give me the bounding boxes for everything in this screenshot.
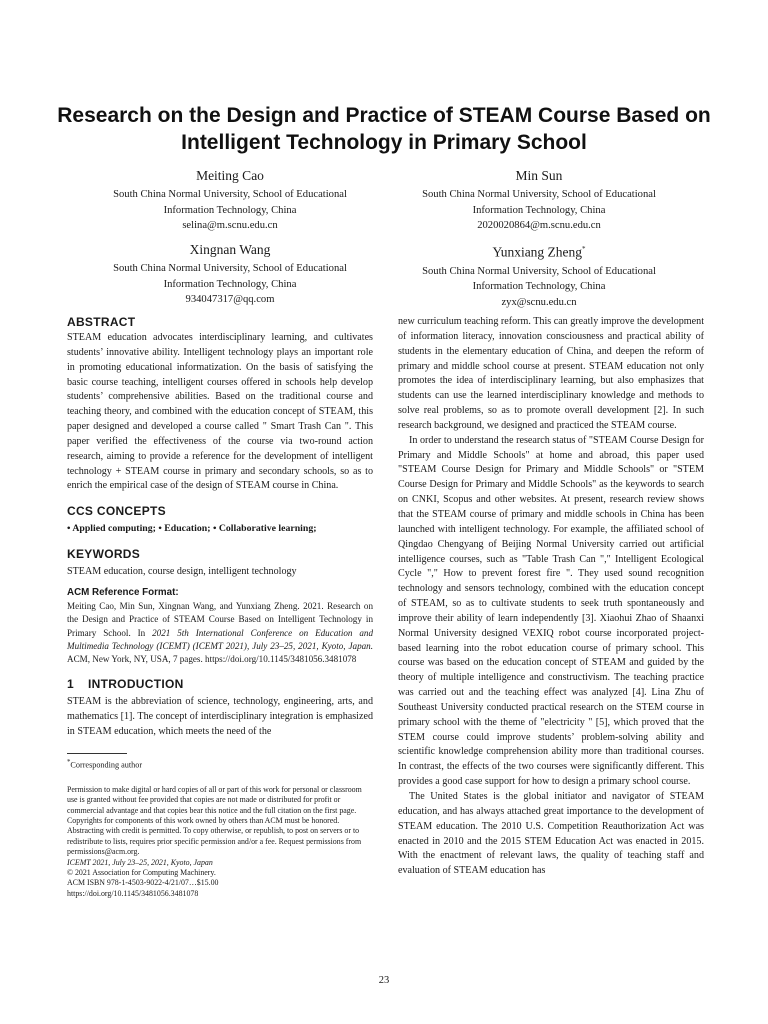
author-block-3 [70, 240, 390, 308]
author-name: Min Sun [515, 168, 563, 183]
title-line-1: Research on the Design and Practice of STEAM Course Based on [57, 104, 711, 127]
author-name: Yunxiang Zheng [492, 244, 583, 260]
author-email: zyx@scnu.edu.cn [501, 296, 577, 308]
keywords-text: STEAM education, course design, intelligent technology [67, 566, 297, 578]
footnote-mark: * [67, 758, 71, 766]
author-name: Meiting Cao [196, 168, 264, 183]
footnote-rule [67, 753, 127, 754]
author-affiliation: Information Technology, China [163, 204, 297, 216]
acm-reference-heading: ACM Reference Format: [67, 586, 179, 598]
paper-title [40, 102, 728, 156]
author-affiliation: South China Normal University, School of Educational [113, 263, 347, 274]
author-affiliation: South China Normal University, School of Educational [113, 189, 347, 200]
body-paragraph: The United States is the global initiator and navigator of STEAM education, and has always attached great importance to the development of STEAM education. The 2010 U.S. Competition Reauthorization Act was enacted in 2010 and the 2015 STEM Education Act was enacted in 2015. With the enactment of relevant laws, the quality of teaching staff and evaluation of STEAM education has [398, 791, 704, 877]
author-email: 934047317@qq.com [185, 294, 275, 305]
body-paragraph: new curriculum teaching reform. This can greatly improve the development of information literacy, innovation consciousness and practical ability of students in the elementary education of China, and deepen the reform of primary and middle school course at present. STEAM education not only promotes the idea of interdisciplinary learning, but also emphasizes that students can use the learned interdisciplinary knowledge and methods to solve real problems, so as to promote overall development [2]. In such research background, we designed and practiced the STEAM course. [398, 316, 704, 431]
acm-reference-venue: 2021 5th International Conference on Education and Multimedia Technology (ICEMT) (ICEMT 2021), July 23–25, 2021, Kyoto, Japan. [67, 627, 373, 651]
acm-reference-text [67, 600, 373, 666]
author-block-2 [379, 166, 699, 234]
author-affiliation: South China Normal University, School of Educational [422, 189, 656, 200]
permission-copyright: © 2021 Association for Computing Machinery. [67, 867, 216, 877]
footnote-text: Corresponding author [70, 760, 143, 770]
abstract-heading: ABSTRACT [67, 315, 136, 329]
right-column [398, 315, 704, 879]
author-email: 2020020864@m.scnu.edu.cn [477, 220, 601, 231]
introduction-heading [67, 676, 373, 693]
author-affiliation: Information Technology, China [472, 204, 606, 216]
acm-reference-part: Meiting Cao, Min Sun, Xingnan Wang, and Yunxiang Zheng. 2021. Research on the Design and Practice of STEAM Course Based on Intelligent Technology in Primary School. In [67, 600, 373, 638]
acm-reference-part: ACM, New York, NY, USA, 7 pages. https://doi.org/10.1145/3481056.3481078 [67, 654, 357, 665]
author-block-1 [70, 166, 390, 234]
corresponding-mark: * [582, 245, 586, 253]
page-number: 23 [378, 975, 390, 986]
permission-isbn: ACM ISBN 978-1-4503-9022-4/21/07…$15.00 [67, 878, 219, 888]
introduction-paragraph: STEAM is the abbreviation of science, technology, engineering, arts, and mathematics [1]. The concept of interdisciplinary integration is emphasized in STEAM education, which meets the need of the [67, 696, 373, 738]
ccs-concepts: • Applied computing; • Education; • Collaborative learning; [67, 523, 317, 535]
title-line-2: Intelligent Technology in Primary School [181, 131, 587, 154]
author-affiliation: Information Technology, China [163, 278, 297, 290]
author-name: Xingnan Wang [189, 242, 271, 257]
keywords-heading: KEYWORDS [67, 547, 141, 562]
footnote [67, 757, 373, 771]
body-paragraph: In order to understand the research status of "STEAM Course Design for Primary and Middle Schools" at home and abroad, this paper used "STEAM Course Design for Primary and Middle Schools" or "STEM Course Design for Primary and Middle Schools" as the keywords to search on CNKI, Scopus and other websites. At present, research review shows that the STEAM course of primary and middle schools in China has been launched with intelligent technology. For example, the affiliated school of Qingdao Chengyang of Beijing Normal University carried out artificial intelligence courses, such as "Table Trash Can "," Intelligent Ecological Cycle "," How to prevent forest fire ". They used sound recognition technology and sensors technology, combined with the education concept of STEAM, so as to cultivate students to seek truth spontaneously and improve their ability of learn independently [3]. Xiaohui Zhao of Shaanxi Normal University designed VEXIQ robot course incorporated project-based learning into the robot education course of primary school. This course was based on the education concept of STEAM and guided by the theory of multiple intelligence and constructivism. The teaching practice was carried out and the teaching effect was analyzed [4]. Lina Zhu of Southeast University conducted practical research on the STEM course in primary school with the theme of "electricity " [5], which proved that the STEM course could improve students’ problem-solving ability and scientific knowledge comprehension ability more than traditional courses. In contrast, the effects of the two courses were significantly different. This provides a good case support for how to design a primary school course. [398, 434, 704, 788]
abstract-text: STEAM education advocates interdisciplinary learning, and cultivates students’ innovative ability. Intelligent technology plays an important role in promoting educational informatization. On the basis of satisfying the basic course teaching, intelligent courses offered in schools help develop students’ comprehensive abilities. Based on the traditional course and teaching theory, and combined with the education concept of STEAM, this paper designed and developed a course called " Smart Trash Can ". This paper verified the effectiveness of the course via two-round action research, aiming to provide a reference for the development of intelligent technology + STEAM course in primary and secondary schools, so as to enrich the empirical case of the design of STEAM course in China. [67, 332, 373, 492]
permission-block [67, 785, 373, 899]
section-title: INTRODUCTION [87, 677, 184, 692]
permission-doi-link[interactable]: https://doi.org/10.1145/3481056.3481078 [67, 888, 199, 898]
author-email: selina@m.scnu.edu.cn [182, 220, 278, 231]
author-affiliation: South China Normal University, School of Educational [422, 265, 656, 277]
section-number: 1 [67, 677, 74, 692]
author-block-4 [379, 240, 699, 310]
author-affiliation: Information Technology, China [472, 281, 606, 292]
left-column [67, 314, 373, 899]
ccs-heading: CCS CONCEPTS [67, 504, 166, 519]
permission-text: Permission to make digital or hard copies of all or part of this work for personal or classroom use is granted without fee provided that copies are not made or distributed for profit or commercial advantage and that copies bear this notice and the full citation on the first page. Copyrights for components of this work owned by others than ACM must be honored. Abstracting with credit is permitted. To copy otherwise, or republish, to post on servers or to redistribute to lists, requires prior specific permission and/or a fee. Request permissions from permissions@acm.org. [67, 784, 362, 857]
permission-venue: ICEMT 2021, July 23–25, 2021, Kyoto, Japan [67, 857, 213, 867]
